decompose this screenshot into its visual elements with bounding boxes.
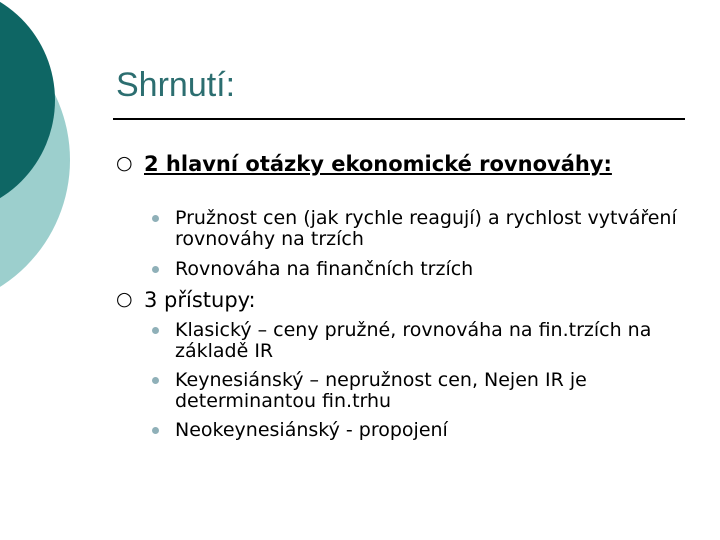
dot-bullet-icon: [152, 427, 159, 434]
title-divider: [113, 118, 685, 120]
hollow-circle-bullet-icon: ○: [116, 152, 133, 174]
hollow-circle-bullet-icon: ○: [116, 288, 133, 310]
dot-bullet-icon: [152, 377, 159, 384]
dot-bullet-icon: [152, 266, 159, 273]
slide-title: Shrnutí:: [116, 66, 236, 104]
dot-bullet-icon: [152, 327, 159, 334]
sub-item-text: Pružnost cen (jak rychle reagují) a rychlost vytváření rovnováhy na trzích: [175, 207, 677, 250]
sub-item-text: Keynesiánský – nepružnost cen, Nejen IR je determinantou fin.trhu: [175, 369, 587, 412]
dot-bullet-icon: [152, 215, 159, 222]
main-item-text: 3 přístupy:: [144, 288, 256, 312]
sub-item-text: Rovnováha na finančních trzích: [175, 258, 474, 280]
sub-item-text: Neokeynesiánský - propojení: [175, 419, 448, 441]
decorative-circles: [0, 0, 130, 300]
main-item-text: 2 hlavní otázky ekonomické rovnováhy:: [144, 152, 612, 176]
sub-item-text: Klasický – ceny pružné, rovnováha na fin.trzích na základě IR: [175, 319, 652, 362]
